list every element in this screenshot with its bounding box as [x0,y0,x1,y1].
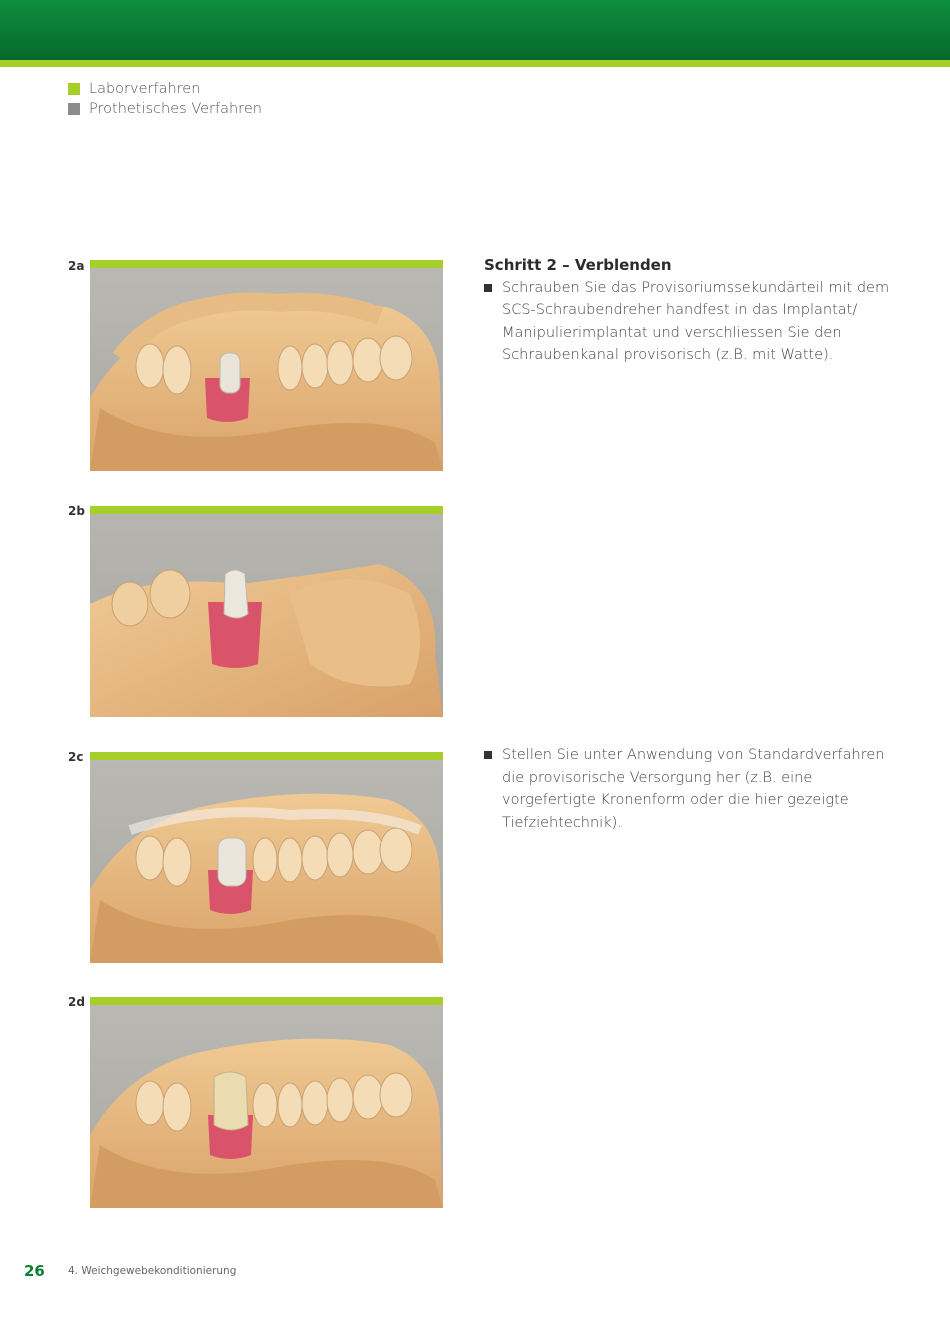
legend-label: Laborverfahren [89,81,201,97]
photo-2a [90,268,443,471]
panel-bar-2d [90,997,443,1005]
panel-bar-2b [90,506,443,514]
dental-model-image [90,1005,443,1208]
step-2-text [484,254,904,367]
chapter-title: 4. Weichgewebekonditionierung [68,1265,237,1277]
legend-label: Prothetisches Verfahren [89,101,262,117]
panel-label-2a: 2a [68,259,85,273]
panel-bar-2a [90,260,443,268]
panel-bar-2c [90,752,443,760]
legend-item-labor [68,79,262,99]
legend-item-prothetisch [68,99,262,119]
header-accent-line [0,60,950,67]
instruction-bullet [484,277,904,367]
step-2c-text [484,744,904,834]
photo-2b [90,514,443,717]
panel-label-2c: 2c [68,750,84,764]
photo-2c [90,760,443,963]
panel-label-2d: 2d [68,995,85,1009]
instruction-bullet [484,744,904,834]
page-number: 26 [24,1262,45,1280]
legend-swatch-grey [68,103,80,115]
panel-label-2b: 2b [68,504,85,518]
header-bar [0,0,950,60]
legend [68,79,262,119]
dental-model-image [90,268,443,471]
photo-2d [90,1005,443,1208]
dental-model-image [90,760,443,963]
instruction-text: Schrauben Sie das Provisoriumssekundärteil mit dem SCS-Schraubendreher handfest in das Implantat/ Manipulierimplantat und verschliessen Sie den Schraubenkanal provisorisch (z.B. mit Watte). [502,279,890,363]
instruction-text: Stellen Sie unter Anwendung von Standardverfahren die provisorische Versorgung her (z.B. eine vorgefertigte Kronenform oder die hier gezeigte Tiefziehtechnik). [502,747,885,831]
bullet-square-icon [484,284,492,292]
bullet-square-icon [484,751,492,759]
dental-model-image [90,514,443,717]
step-title: Schritt 2 – Verblenden [484,256,672,274]
legend-swatch-lime [68,83,80,95]
